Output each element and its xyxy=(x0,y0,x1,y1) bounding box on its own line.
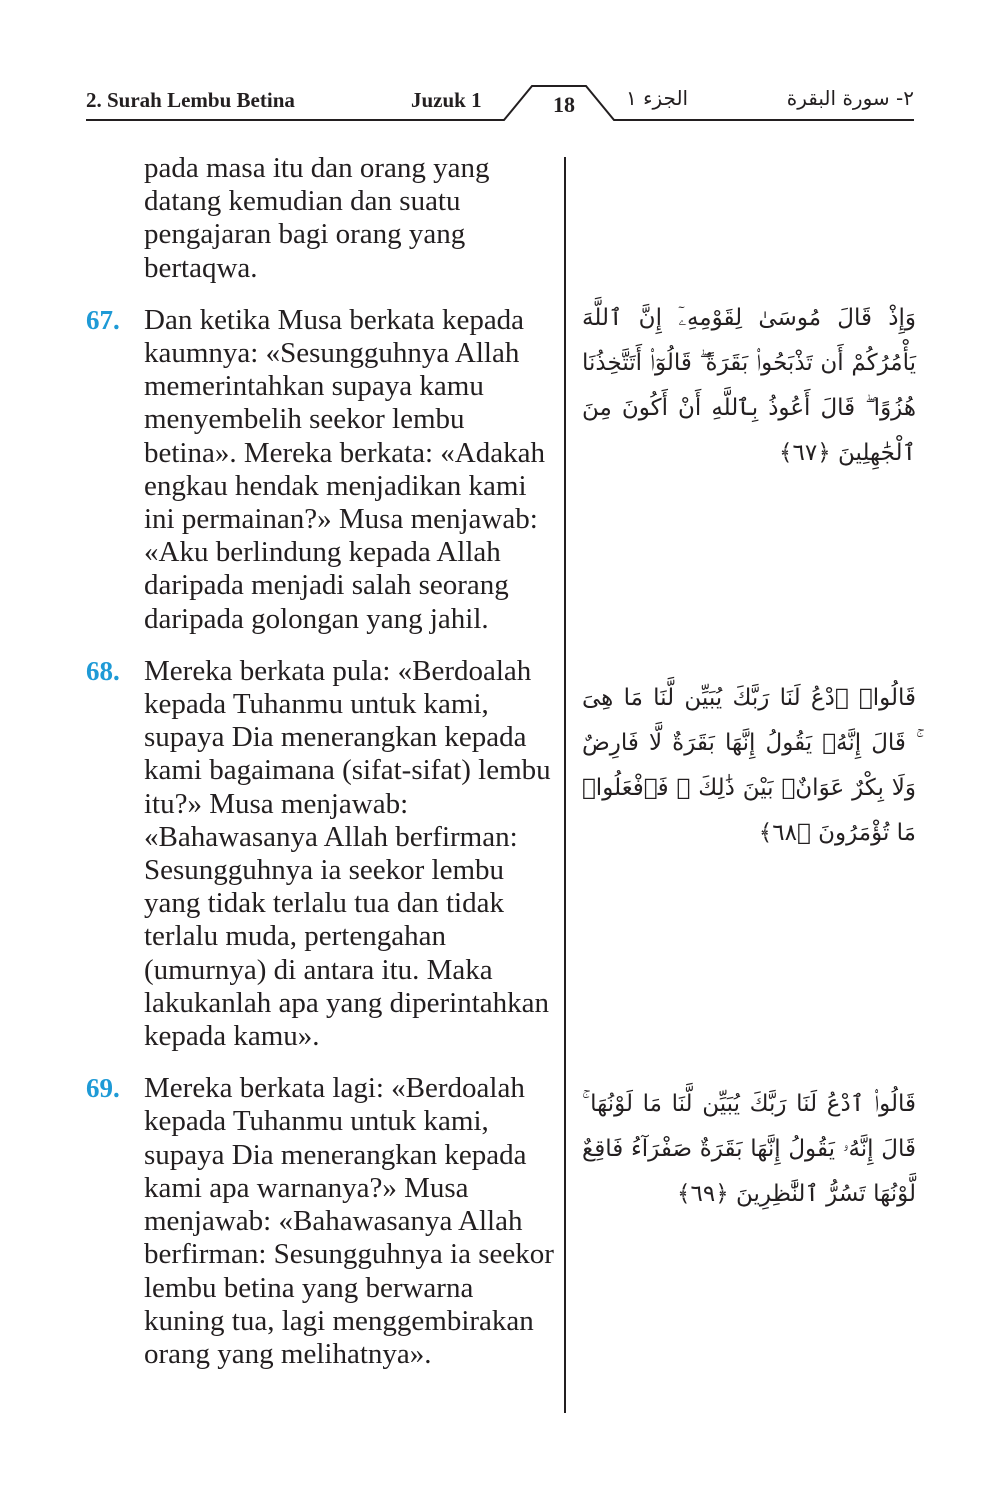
verse-67-translation xyxy=(86,304,556,636)
verse-69-translation xyxy=(86,1072,556,1371)
verse-text: Mereka berkata lagi: «Berdoalah kepada Tuhanmu untuk kami, supaya Dia menerangkan kepada kami apa warnanya?» Musa menjawab: «Bahawasanya Allah berfirman: Sesungguhnya ia seekor lembu betina yang berwarna kuning tua, lagi menggembirakan orang yang melihatnya». xyxy=(144,1072,554,1370)
verse-67-arabic: وَإِذْ قَالَ مُوسَىٰ لِقَوْمِهِۦٓ إِنَّ ٱللَّهَ يَأْمُرُكُمْ أَن تَذْبَحُوا۟ بَقَرَةً ۖ قَالُوٓا۟ أَتَتَّخِذُنَا هُزُوًا ۖ قَالَ أَعُوذُ بِٱللَّهِ أَنْ أَكُونَ مِنَ ٱلْجَٰهِلِينَ ﴿٦٧﴾ xyxy=(582,305,916,466)
juz-label-arabic: الجزء ١ xyxy=(626,86,689,110)
surah-title-latin: 2. Surah Lembu Betina xyxy=(86,88,295,112)
column-divider xyxy=(564,157,566,1413)
verse-68-translation xyxy=(86,655,556,1053)
verse-68-arabic: قَالُوا۟ ٱدْعُ لَنَا رَبَّكَ يُبَيِّن لَّنَا مَا هِىَ ۚ قَالَ إِنَّهُۥ يَقُولُ إِنَّهَا بَقَرَةٌ لَّا فَارِضٌ وَلَا بِكْرٌ عَوَانٌۢ بَيْنَ ذَٰلِكَ ۖ فَٱفْعَلُوا۟ مَا تُؤْمَرُونَ ﴿٦٨﴾ xyxy=(582,685,916,846)
juzuk-label-latin: Juzuk 1 xyxy=(411,88,482,112)
verse-text: Mereka berkata pula: «Berdoalah kepada Tuhanmu untuk kami, supaya Dia menerangkan kepada kami bagaimana (sifat-sifat) lembu itu?» Musa menjawab: «Bahawasanya Allah berfirman: Sesungguhnya ia seekor lembu yang tidak terlalu tua dan tidak terlalu muda, pertengahan (umurnya) di antara itu. Maka lakukanlah apa yang diperintahkan kepada kamu». xyxy=(144,654,551,1053)
surah-title-arabic: ٢- سورة البقرة xyxy=(786,86,914,110)
continuation-paragraph xyxy=(86,152,556,285)
page-number: 18 xyxy=(553,92,575,117)
translation-column xyxy=(86,152,556,1371)
verse-number: 69. xyxy=(86,1073,120,1104)
verse-text: Dan ketika Musa berkata kepada kaumnya: «Sesungguhnya Allah memerintahkan supaya kamu menyembelih seekor lembu betina». Mereka berkata: «Adakah engkau hendak menjadikan kami ini permainan?» Musa menjawab: «Aku berlindung kepada Allah daripada menjadi salah seorang daripada golongan yang jahil. xyxy=(144,303,545,635)
verse-number: 68. xyxy=(86,655,120,686)
page-header xyxy=(86,84,914,124)
verse-69-arabic: قَالُوا۟ ٱدْعُ لَنَا رَبَّكَ يُبَيِّن لَّنَا مَا لَوْنُهَا ۚ قَالَ إِنَّهُۥ يَقُولُ إِنَّهَا بَقَرَةٌ صَفْرَآءُ فَاقِعٌ لَّوْنُهَا تَسُرُّ ٱلنَّٰظِرِينَ ﴿٦٩﴾ xyxy=(582,1091,916,1207)
verse-number: 67. xyxy=(86,304,120,335)
continuation-text: pada masa itu dan orang yang datang kemudian dan suatu pengajaran bagi orang yang bertaqwa. xyxy=(144,152,490,284)
